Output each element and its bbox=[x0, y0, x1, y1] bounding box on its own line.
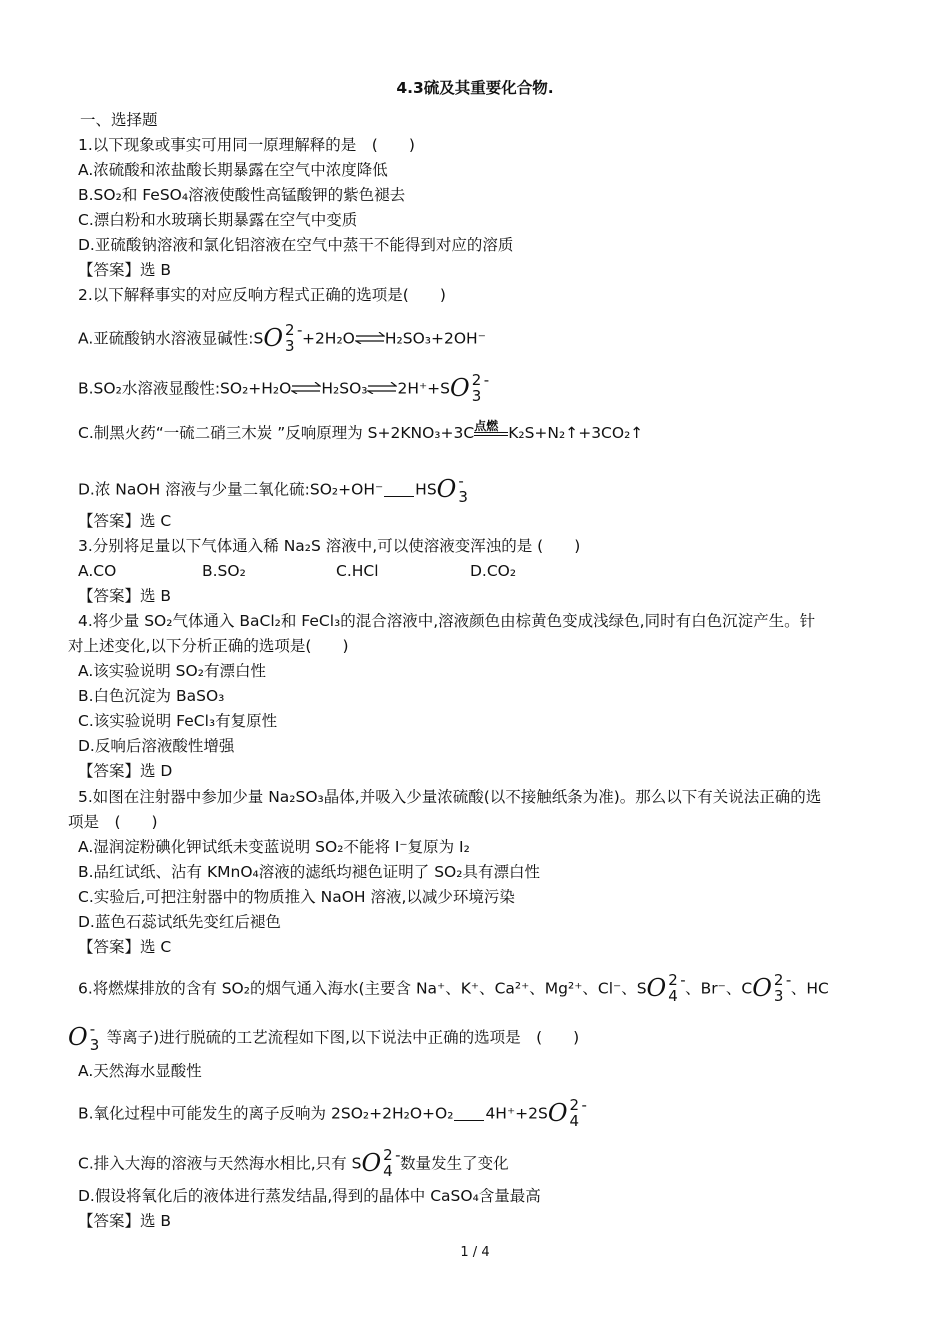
q4-option-b: B.白色沉淀为 BaSO₃ bbox=[78, 687, 225, 705]
q6-answer: 【答案】选 B bbox=[78, 1212, 172, 1230]
q2-stem: 2.以下解释事实的对应反响方程式正确的选项是( ) bbox=[78, 286, 446, 304]
q2-b-text3: 2H⁺+S bbox=[397, 379, 451, 398]
ion-subscript: 3 bbox=[773, 987, 784, 1005]
q5-answer: 【答案】选 C bbox=[78, 938, 172, 956]
q6-text1: 6.将燃煤排放的含有 SO₂的烟气通入海水(主要含 Na⁺、K⁺、Ca²⁺、Mg²⁺、Cl⁻、S bbox=[78, 979, 647, 998]
q3-option-a: A.CO bbox=[78, 562, 117, 580]
ion-sub-sup bbox=[568, 1096, 587, 1131]
q6-option-d: D.假设将氧化后的液体进行蒸发结晶,得到的晶体中 CaSO₄含量最高 bbox=[78, 1187, 541, 1205]
q6-c-text2: 数量发生了变化 bbox=[400, 1154, 509, 1173]
q4-option-a: A.该实验说明 SO₂有漂白性 bbox=[78, 662, 266, 680]
ion-o: O bbox=[68, 1022, 88, 1051]
reversible-arrow-icon bbox=[367, 384, 397, 394]
ion-subscript: 3 bbox=[285, 337, 295, 355]
q6-option-b bbox=[78, 1096, 587, 1131]
q5-option-a: A.湿润淀粉碘化钾试纸未变蓝说明 SO₂不能将 I⁻复原为 I₂ bbox=[78, 838, 470, 856]
q6-option-c bbox=[78, 1147, 509, 1181]
q4-stem-line2: 对上述变化,以下分析正确的选项是( ) bbox=[68, 637, 349, 655]
ion-sub-sup bbox=[772, 971, 792, 1006]
q6-text2: 、Br⁻、C bbox=[685, 979, 753, 998]
ion-charge-sign: - bbox=[395, 1146, 401, 1164]
q5-stem-line2: 项是 ( ) bbox=[68, 813, 158, 831]
reversible-arrow-icon bbox=[355, 334, 385, 344]
q4-option-c: C.该实验说明 FeCl₃有复原性 bbox=[78, 712, 278, 730]
q2-d-text2: HS bbox=[415, 480, 437, 499]
equals-line bbox=[454, 1120, 484, 1121]
ion-sub-sup bbox=[283, 321, 303, 356]
ion-charge-num: 2 bbox=[668, 971, 678, 989]
ion-sub-sup bbox=[456, 473, 470, 507]
ion-sub-sup bbox=[381, 1146, 401, 1181]
q5-option-b: B.品红试纸、沾有 KMnO₄溶液的滤纸均褪色证明了 SO₂具有漂白性 bbox=[78, 863, 540, 881]
ion-sub-sup bbox=[88, 1021, 102, 1055]
q2-option-d bbox=[78, 473, 470, 507]
q3-stem: 3.分别将足量以下气体通入稀 Na₂S 溶液中,可以使溶液变浑浊的是 ( ) bbox=[78, 537, 581, 555]
q6-text3: 、HC bbox=[790, 979, 829, 998]
q6-stem-line2 bbox=[68, 1021, 579, 1055]
ion-o: O bbox=[361, 1148, 382, 1177]
section-heading: 一、选择题 bbox=[80, 111, 158, 129]
reversible-arrow-icon bbox=[291, 384, 321, 394]
ion-subscript: 3 bbox=[471, 387, 482, 405]
page-title: 4.3硫及其重要化合物. bbox=[396, 79, 554, 97]
ion-o: O bbox=[646, 973, 667, 1002]
q2-option-c bbox=[78, 419, 644, 443]
q1-answer: 【答案】选 B bbox=[78, 261, 172, 279]
q2-b-text2: H₂SO₃ bbox=[321, 379, 368, 398]
ion-charge-sign: - bbox=[581, 1096, 587, 1114]
q6-stem-line1 bbox=[78, 972, 829, 1006]
q3-option-c: C.HCl bbox=[336, 562, 379, 580]
ion-charge-sign: - bbox=[483, 371, 490, 389]
q2-option-b bbox=[78, 371, 490, 406]
q4-stem-line1: 4.将少量 SO₂气体通入 BaCl₂和 FeCl₃的混合溶液中,溶液颜色由棕黄色变成浅绿色,同时有白色沉淀产生。针 bbox=[78, 612, 816, 630]
q2-a-text3: H₂SO₃+2OH⁻ bbox=[384, 329, 486, 348]
ion-charge-num: 2 bbox=[471, 371, 482, 389]
q2-c-text1: C.制黑火药“一硫二硝三木炭 ”反响原理为 S+2KNO₃+3C bbox=[78, 424, 475, 442]
ion-subscript: 3 bbox=[458, 488, 468, 506]
equals-line bbox=[384, 496, 414, 497]
q1-option-a: A.浓硫酸和浓盐酸长期暴露在空气中浓度降低 bbox=[78, 161, 388, 179]
ion-charge-sign: - bbox=[680, 971, 686, 989]
ion-charge-num: 2 bbox=[773, 971, 784, 989]
q1-option-c: C.漂白粉和水玻璃长期暴露在空气中变质 bbox=[78, 211, 358, 229]
ion-charge-sign: - bbox=[785, 971, 792, 989]
q5-option-d: D.蓝色石蕊试纸先变红后褪色 bbox=[78, 913, 281, 931]
q1-stem: 1.以下现象或事实可用同一原理解释的是 ( ) bbox=[78, 136, 415, 154]
q6-b-text2: 4H⁺+2S bbox=[485, 1104, 548, 1123]
q5-option-c: C.实验后,可把注射器中的物质推入 NaOH 溶液,以减少环境污染 bbox=[78, 888, 515, 906]
ion-sub-sup bbox=[666, 971, 686, 1006]
ion-subscript: 4 bbox=[383, 1162, 393, 1180]
ion-charge-sign: - bbox=[89, 1020, 96, 1038]
ion-o: O bbox=[547, 1098, 568, 1127]
ion-o: O bbox=[450, 373, 470, 402]
ion-subscript: 4 bbox=[569, 1112, 580, 1130]
ion-charge-sign: - bbox=[458, 472, 464, 490]
q2-a-text2: +2H₂O bbox=[301, 329, 355, 348]
ion-o: O bbox=[752, 973, 772, 1002]
q2-option-a bbox=[78, 322, 486, 356]
q4-answer: 【答案】选 D bbox=[78, 762, 173, 780]
q1-option-b: B.SO₂和 FeSO₄溶液使酸性高锰酸钾的紫色褪去 bbox=[78, 186, 406, 204]
q6-b-text1: B.氧化过程中可能发生的离子反响为 2SO₂+2H₂O+O₂ bbox=[78, 1104, 454, 1123]
q3-option-d: D.CO₂ bbox=[470, 562, 517, 580]
ion-charge-sign: - bbox=[297, 321, 303, 339]
q2-answer: 【答案】选 C bbox=[78, 512, 172, 530]
q6-c-text1: C.排入大海的溶液与天然海水相比,只有 S bbox=[78, 1154, 362, 1173]
ion-charge-num: 2 bbox=[569, 1096, 580, 1114]
ion-charge-num: 2 bbox=[383, 1146, 393, 1164]
q3-answer: 【答案】选 B bbox=[78, 587, 172, 605]
q4-option-d: D.反响后溶液酸性增强 bbox=[78, 737, 235, 755]
q5-stem-line1: 5.如图在注射器中参加少量 Na₂SO₃晶体,并吸入少量浓硫酸(以不接触纸条为准)。那么以下有关说法正确的选 bbox=[78, 788, 822, 806]
q3-option-b: B.SO₂ bbox=[202, 562, 246, 580]
q2-c-text2: K₂S+N₂↑+3CO₂↑ bbox=[508, 424, 644, 442]
q6-option-a: A.天然海水显酸性 bbox=[78, 1062, 202, 1080]
q2-d-text1: D.浓 NaOH 溶液与少量二氧化硫:SO₂+OH⁻ bbox=[78, 480, 384, 499]
ion-subscript: 3 bbox=[89, 1036, 100, 1054]
page-number: 1 / 4 bbox=[460, 1245, 490, 1260]
ion-charge-num: 2 bbox=[285, 321, 295, 339]
q6-text4: 等离子)进行脱硫的工艺流程如下图,以下说法中正确的选项是 ( ) bbox=[106, 1028, 580, 1047]
q2-b-text1: B.SO₂水溶液显酸性:SO₂+H₂O bbox=[78, 379, 292, 398]
ignite-label: 点燃 bbox=[474, 419, 499, 433]
q2-a-text1: A.亚硫酸钠水溶液显碱性:S bbox=[78, 329, 264, 348]
q1-option-d: D.亚硫酸钠溶液和氯化铝溶液在空气中蒸干不能得到对应的溶质 bbox=[78, 236, 514, 254]
ion-sub-sup bbox=[470, 371, 490, 406]
ion-o: O bbox=[436, 474, 457, 503]
ion-subscript: 4 bbox=[668, 987, 678, 1005]
ion-o: O bbox=[263, 323, 284, 352]
